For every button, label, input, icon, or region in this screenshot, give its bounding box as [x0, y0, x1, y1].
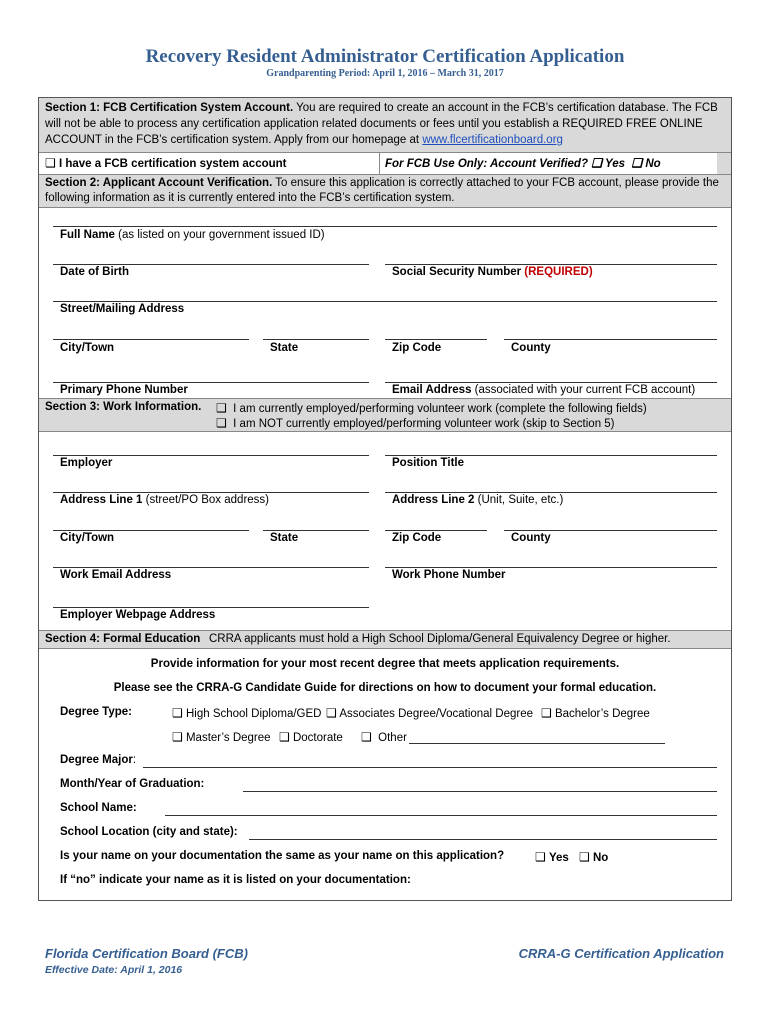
other-degree-line[interactable] [409, 743, 665, 744]
degree-option-master[interactable] [172, 730, 271, 744]
address1-field[interactable] [60, 494, 269, 506]
section2-heading: Section 2: Applicant Account Verification. [45, 177, 273, 189]
verified-yes-label: Yes [604, 158, 625, 170]
section1-line2: will not be able to process any certification application related documents or fees until you establish a REQUIRED FREE ONLINE [45, 118, 703, 130]
checkbox-icon: ❑ [172, 706, 183, 720]
major-label: Degree Major: [60, 754, 137, 766]
section4-note: CRRA applicants must hold a High School Diploma/General Equivalency Degree or higher. [209, 633, 671, 645]
fcb-homepage-link[interactable]: www.flcertificationboard.org [422, 134, 563, 146]
checkbox-icon: ❑ [45, 156, 56, 170]
degree-type-label: Degree Type: [60, 706, 133, 718]
checkbox-icon[interactable]: ❑ [631, 156, 643, 170]
location-label: School Location (city and state): [60, 826, 238, 838]
checkbox-icon: ❑ [279, 730, 290, 744]
have-account-option[interactable] [45, 156, 287, 170]
section2-text: To ensure this application is correctly attached to your FCB account, please provide the [272, 177, 719, 189]
address2-label: Address Line 2 [392, 494, 475, 506]
work-city-label: City/Town [60, 532, 115, 544]
work-phone-field[interactable] [392, 569, 506, 581]
email-label: Email Address [392, 384, 472, 396]
address2-note: (Unit, Suite, etc.) [474, 494, 564, 506]
section1-line1 [45, 102, 718, 114]
same-name-question: Is your name on your documentation the same as your name on this application? [60, 850, 505, 862]
phone-label: Primary Phone Number [60, 384, 188, 396]
application-form [38, 97, 732, 901]
degree-option-bach[interactable] [541, 706, 650, 720]
county-label: County [511, 342, 551, 354]
section1-box [39, 98, 731, 153]
email-field[interactable] [392, 384, 695, 396]
ssn-label: Social Security Number [392, 266, 525, 278]
page-subtitle: Grandparenting Period: April 1, 2016 – March 31, 2017 [266, 68, 504, 79]
full-name-label: Full Name [60, 229, 115, 241]
employed-option[interactable] [216, 401, 647, 415]
position-field[interactable] [392, 457, 464, 469]
same-name-no[interactable] [579, 850, 608, 864]
section1-text: You are required to create an account in the FCB’s certification database. The FCB [293, 102, 718, 114]
footer-form-name: CRRA-G Certification Application [518, 946, 724, 961]
degree-option-other[interactable] [361, 730, 407, 744]
account-row [39, 153, 731, 174]
employer-field[interactable] [60, 457, 112, 469]
ssn-required-tag: (REQUIRED) [524, 266, 593, 278]
location-line[interactable] [249, 839, 717, 840]
checkbox-icon: ❑ [361, 730, 372, 744]
section1-line3 [45, 134, 563, 146]
guide-instruction: Please see the CRRA-G Candidate Guide for directions on how to document your formal education. [113, 682, 657, 694]
work-email-label: Work Email Address [60, 569, 172, 581]
state-label: State [270, 342, 299, 354]
degree-assoc-label: Associates Degree/Vocational Degree [339, 708, 534, 720]
checkbox-icon[interactable]: ❑ [591, 156, 602, 170]
school-label: School Name: [60, 802, 137, 814]
zip-field[interactable] [392, 342, 441, 354]
address1-note: (street/PO Box address) [142, 494, 269, 506]
checkbox-icon: ❑ [541, 706, 552, 720]
grad-line[interactable] [243, 791, 717, 792]
section2-line2: following information as it is currently entered into the FCB’s certification system. [45, 192, 455, 204]
work-state-label: State [270, 532, 299, 544]
degree-other-label: Other [378, 732, 407, 744]
employed-label: I am currently employed/performing volunteer work (complete the following fields) [233, 403, 647, 415]
work-city-field[interactable] [60, 532, 114, 544]
checkbox-icon: ❑ [579, 850, 590, 864]
section2-box [39, 174, 731, 208]
section1-line3-text: ACCOUNT in the FCB’s certification system. Apply from our homepage at [45, 134, 423, 146]
checkbox-icon: ❑ [216, 416, 227, 430]
city-field[interactable] [60, 342, 114, 354]
have-account-label: I have a FCB certification system account [58, 158, 287, 170]
fcb-use-label: For FCB Use Only: Account Verified? [385, 158, 588, 170]
position-label: Position Title [392, 457, 464, 469]
webpage-field[interactable] [60, 609, 215, 621]
county-field[interactable] [511, 342, 551, 354]
degree-master-label: Master’s Degree [185, 732, 271, 744]
degree-option-doct[interactable] [279, 730, 343, 744]
address1-label: Address Line 1 [60, 494, 143, 506]
same-name-yes-label: Yes [548, 852, 569, 864]
checkbox-icon: ❑ [535, 850, 546, 864]
major-line[interactable] [143, 767, 717, 768]
dob-label: Date of Birth [60, 266, 129, 278]
if-no-instruction: If “no” indicate your name as it is listed on your documentation: [60, 874, 411, 886]
work-state-field[interactable] [270, 532, 298, 544]
not-employed-label: I am NOT currently employed/performing volunteer work (skip to Section 5) [233, 418, 615, 430]
footer-org: Florida Certification Board (FCB) [45, 946, 248, 961]
address2-field[interactable] [392, 494, 563, 506]
employer-label: Employer [60, 457, 113, 469]
footer-effective-date: Effective Date: April 1, 2016 [45, 964, 183, 976]
checkbox-icon: ❑ [172, 730, 183, 744]
grad-label: Month/Year of Graduation: [60, 778, 205, 790]
degree-bach-label: Bachelor’s Degree [554, 708, 650, 720]
degree-option-hs[interactable] [172, 706, 321, 720]
degree-option-assoc[interactable] [326, 706, 533, 720]
work-county-field[interactable] [511, 532, 551, 544]
work-phone-label: Work Phone Number [392, 569, 506, 581]
verified-no-label: No [645, 158, 661, 170]
page-title: Recovery Resident Administrator Certification Application [145, 46, 625, 67]
provide-instruction: Provide information for your most recent degree that meets application requirements. [150, 658, 620, 670]
section3-box [39, 398, 731, 432]
work-county-label: County [511, 532, 551, 544]
section4-box [39, 630, 731, 649]
work-email-field[interactable] [60, 569, 171, 581]
degree-doct-label: Doctorate [292, 732, 343, 744]
degree-hs-label: High School Diploma/GED [185, 708, 322, 720]
phone-field[interactable] [60, 384, 188, 396]
section4-heading: Section 4: Formal Education [45, 633, 201, 645]
same-name-yes[interactable] [535, 850, 569, 864]
school-line[interactable] [165, 815, 717, 816]
email-note: (associated with your current FCB account) [471, 384, 696, 396]
dob-field[interactable] [60, 266, 129, 278]
section2-line1 [45, 177, 719, 189]
work-zip-label: Zip Code [392, 532, 442, 544]
ssn-field[interactable] [392, 266, 593, 278]
fcb-use-only [385, 156, 661, 170]
not-employed-option[interactable] [216, 416, 615, 430]
checkbox-icon: ❑ [326, 706, 337, 720]
section1-heading: Section 1: FCB Certification System Account. [45, 102, 294, 114]
work-zip-field[interactable] [392, 532, 441, 544]
city-label: City/Town [60, 342, 115, 354]
full-name-field[interactable] [60, 229, 325, 241]
full-name-note: (as listed on your government issued ID) [114, 229, 325, 241]
checkbox-icon: ❑ [216, 401, 227, 415]
zip-label: Zip Code [392, 342, 442, 354]
street-field[interactable] [60, 303, 184, 315]
same-name-no-label: No [592, 852, 609, 864]
section3-heading: Section 3: Work Information. [45, 401, 202, 413]
street-label: Street/Mailing Address [60, 303, 185, 315]
state-field[interactable] [270, 342, 298, 354]
webpage-label: Employer Webpage Address [60, 609, 216, 621]
